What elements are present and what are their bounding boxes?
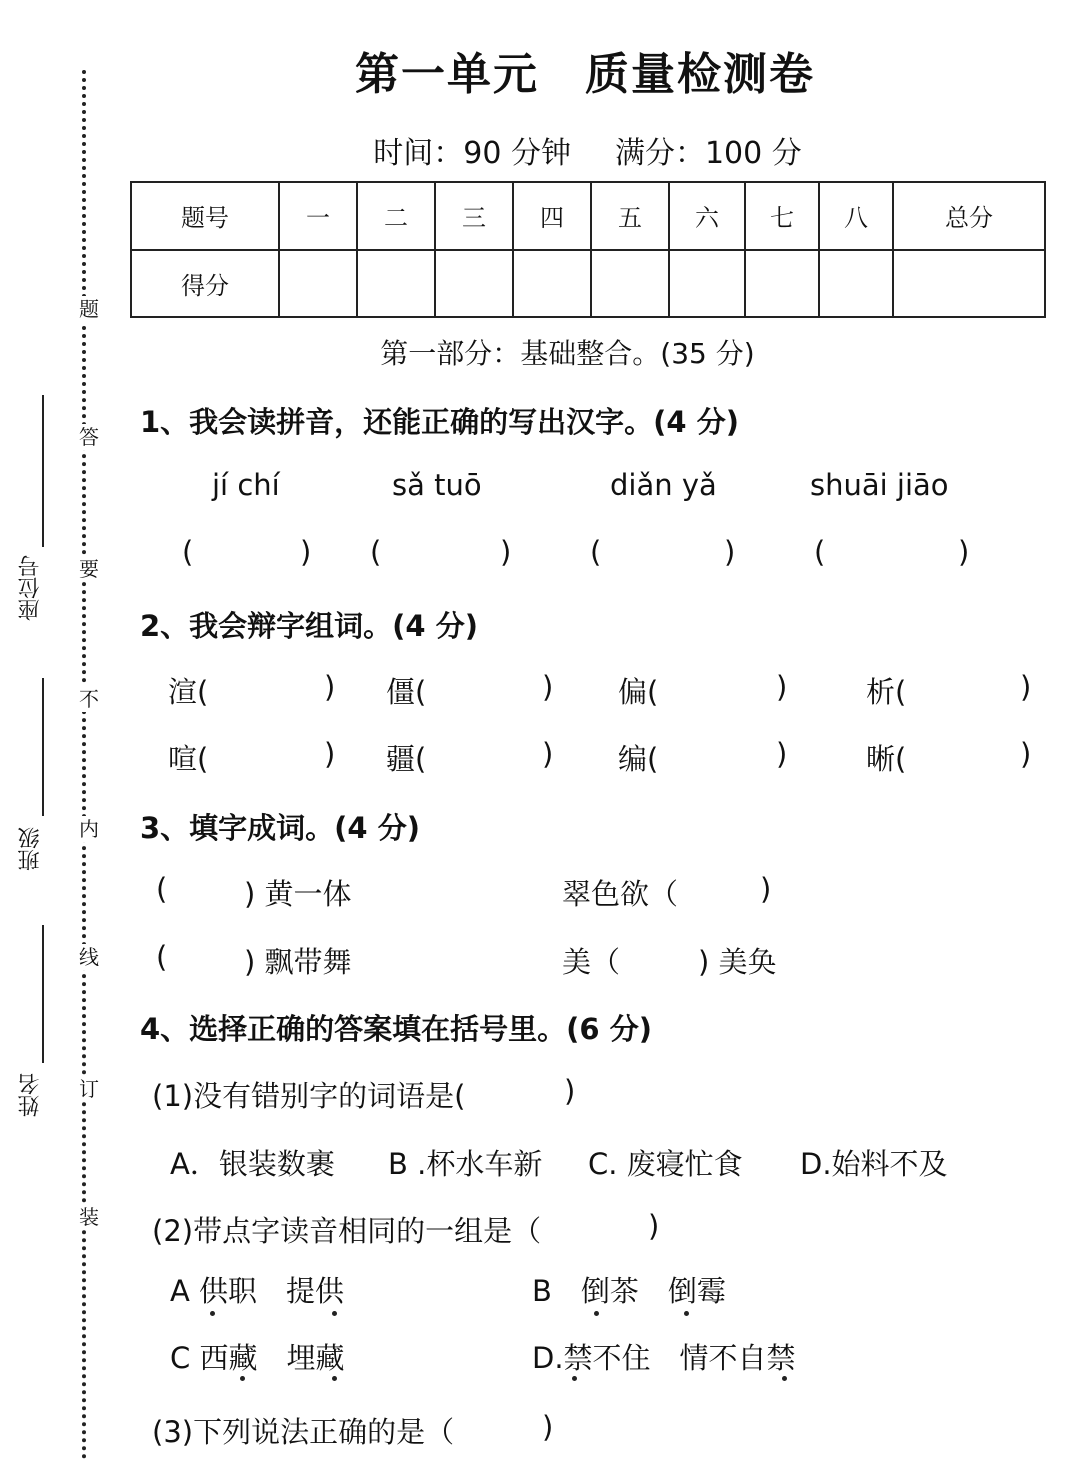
question-4-title: 4、选择正确的答案填在括号里。(6 分)	[140, 1012, 652, 1046]
fill-word: 翠色欲	[562, 877, 650, 911]
score-cell	[669, 250, 745, 318]
sub-question-3: (3)下列说法正确的是（	[152, 1415, 455, 1449]
score-cell	[819, 250, 893, 318]
sub-question-2: (2)带点字读音相同的一组是（	[152, 1214, 542, 1248]
time-info: 时间：90 分钟	[373, 136, 571, 171]
pinyin-4: shuāi jiāo	[810, 468, 949, 502]
score-table-header-row	[131, 182, 1045, 250]
answer-blank-close: )	[776, 737, 788, 771]
char: 僵	[386, 675, 416, 709]
answer-blank-close: )	[324, 670, 336, 704]
question-3-title: 3、填字成词。(4 分)	[140, 811, 420, 845]
answer-blank-open: (	[182, 535, 194, 569]
score-cell	[591, 250, 669, 318]
margin-char: 订	[76, 1076, 102, 1102]
answer-blank-close: )	[648, 1209, 660, 1243]
seat-number-line	[42, 395, 44, 547]
question-1-title: 1、我会读拼音，还能正确的写出汉字。(4 分)	[140, 405, 739, 439]
margin-char: 答	[76, 424, 102, 450]
char-item: 渲(	[168, 675, 209, 709]
answer-blank-close: )	[542, 670, 554, 704]
answer-blank-close: )	[300, 535, 312, 569]
char: 晰	[866, 742, 896, 776]
fill-item: 美（	[562, 945, 621, 979]
option-b: B .杯水车新	[388, 1147, 543, 1181]
emphasis-dot	[240, 1376, 245, 1381]
option-d: D.禁不住 情不自禁	[532, 1341, 796, 1375]
exam-meta	[0, 128, 1080, 172]
answer-blank-close: )	[1020, 737, 1032, 771]
option-d: D.始料不及	[800, 1147, 948, 1181]
emphasis-dot	[332, 1311, 337, 1316]
emphasis-dot	[684, 1311, 689, 1316]
margin-char: 内	[76, 816, 102, 842]
answer-blank-close: )	[958, 535, 970, 569]
question-2-title: 2、我会辩字组词。(4 分)	[140, 609, 478, 643]
margin-char: 线	[76, 944, 102, 970]
fill-item: ) 美奂	[698, 945, 777, 979]
total-cell	[893, 250, 1045, 318]
option-b: B 倒茶 倒霉	[532, 1274, 726, 1308]
pinyin-1: jí chí	[212, 468, 280, 502]
page-title: 第一单元 质量检测卷	[355, 49, 815, 100]
fill-word: 美奂	[718, 945, 777, 979]
score-cell	[435, 250, 513, 318]
binding-dotted-line	[82, 70, 86, 1460]
margin-char: 不	[76, 686, 102, 712]
column-header: 七	[745, 182, 819, 250]
char: 编	[618, 742, 648, 776]
char-item: 析(	[866, 675, 907, 709]
sub-question-1: (1)没有错别字的词语是(	[152, 1079, 466, 1113]
score-cell	[357, 250, 435, 318]
column-header: 三	[435, 182, 513, 250]
column-header: 五	[591, 182, 669, 250]
fill-item: 翠色欲（	[562, 877, 679, 911]
char: 偏	[618, 675, 648, 709]
emphasis-dot	[210, 1311, 215, 1316]
column-header: 四	[513, 182, 591, 250]
answer-blank-close: )	[724, 535, 736, 569]
emphasis-dot	[572, 1376, 577, 1381]
char-item: 晰(	[866, 742, 907, 776]
char-item: 偏(	[618, 675, 659, 709]
column-header: 六	[669, 182, 745, 250]
answer-blank-close: )	[776, 670, 788, 704]
fill-word: 美	[562, 945, 592, 979]
score-cell	[745, 250, 819, 318]
margin-char: 装	[76, 1204, 102, 1230]
char-item: 喧(	[168, 742, 209, 776]
option-c: C 西藏 埋藏	[170, 1341, 345, 1375]
margin-char: 要	[76, 556, 102, 582]
pinyin-3: diǎn yǎ	[610, 468, 717, 502]
char: 渲	[168, 675, 198, 709]
score-cell	[513, 250, 591, 318]
option-c: C. 废寝忙食	[588, 1147, 743, 1181]
char-item: 编(	[618, 742, 659, 776]
class-label: 班级	[18, 827, 43, 871]
char-item: 僵(	[386, 675, 427, 709]
char: 析	[866, 675, 896, 709]
score-table	[130, 181, 1046, 318]
answer-blank-open: (	[156, 940, 168, 974]
char: 喧	[168, 742, 198, 776]
header-label: 题号	[131, 182, 279, 250]
fill-item: ) 飘带舞	[244, 945, 352, 979]
column-header: 一	[279, 182, 357, 250]
total-header: 总分	[893, 182, 1045, 250]
char-item: 疆(	[386, 742, 427, 776]
answer-blank-close: )	[500, 535, 512, 569]
column-header: 八	[819, 182, 893, 250]
margin-char: 题	[76, 296, 102, 322]
fill-item: ) 黄一体	[244, 877, 352, 911]
full-score-info: 满分：100 分	[614, 136, 802, 171]
name-line	[42, 925, 44, 1063]
answer-blank-close: )	[542, 1410, 554, 1444]
answer-blank-close: )	[1020, 670, 1032, 704]
answer-blank-open: (	[156, 872, 168, 906]
fill-word: 飘带舞	[264, 945, 352, 979]
option-a: A 供职 提供	[170, 1274, 345, 1308]
fill-word: 黄一体	[264, 877, 352, 911]
answer-blank-close: )	[760, 872, 772, 906]
class-line	[42, 678, 44, 816]
pinyin-2: sǎ tuō	[392, 468, 482, 502]
emphasis-dot	[332, 1376, 337, 1381]
row-label: 得分	[131, 250, 279, 318]
answer-blank-open: (	[370, 535, 382, 569]
emphasis-dot	[594, 1311, 599, 1316]
score-table-score-row	[131, 250, 1045, 318]
emphasis-dot	[782, 1376, 787, 1381]
name-label: 姓名	[18, 1073, 43, 1117]
score-cell	[279, 250, 357, 318]
part-heading: 第一部分：基础整合。(35 分)	[380, 337, 755, 370]
char: 疆	[386, 742, 416, 776]
answer-blank-close: )	[324, 737, 336, 771]
option-a: A．银装数裹	[170, 1147, 335, 1181]
answer-blank-close: )	[542, 737, 554, 771]
column-header: 二	[357, 182, 435, 250]
answer-blank-open: (	[814, 535, 826, 569]
answer-blank-open: (	[590, 535, 602, 569]
answer-blank-close: )	[564, 1074, 576, 1108]
seat-number-label: 座位号	[18, 555, 43, 621]
